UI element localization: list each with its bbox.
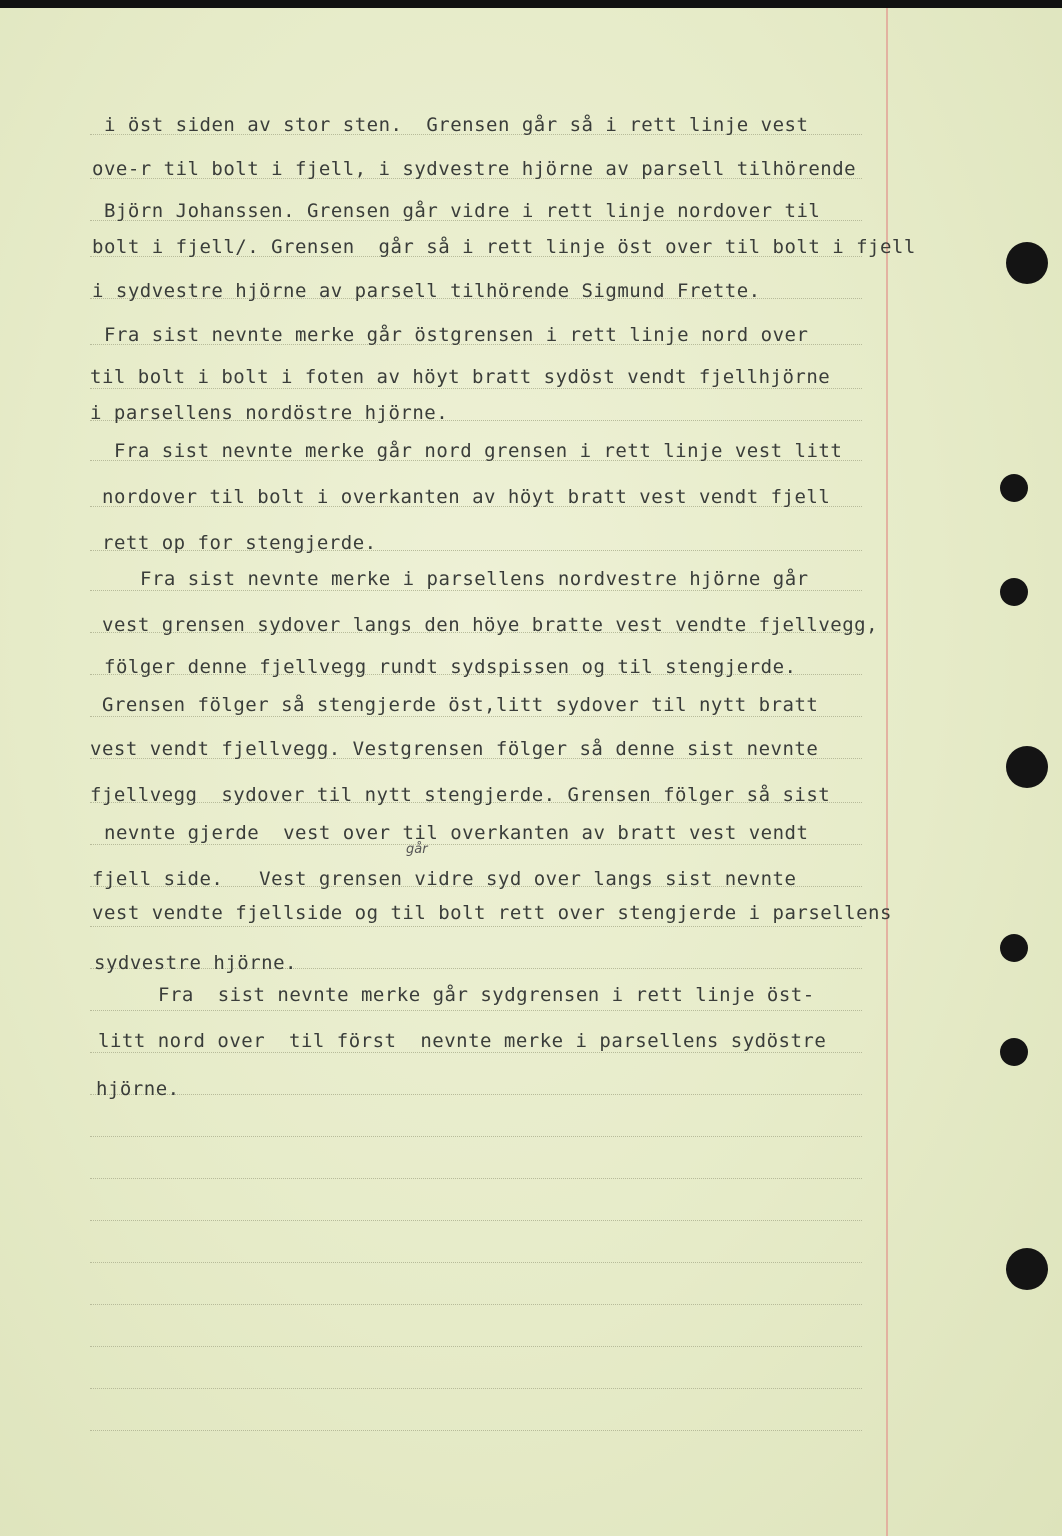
text-line: fjellvegg sydover til nytt stengjerde. Grensen fölger så sist — [90, 784, 831, 806]
text-line: fjell side. Vest grensen vidre syd over langs sist nevnte — [92, 868, 797, 890]
ruled-line — [90, 926, 862, 927]
text-line: vest vendt fjellvegg. Vestgrensen fölger så denne sist nevnte — [90, 738, 819, 760]
text-line: Fra sist nevnte merke i parsellens nordvestre hjörne går — [140, 568, 809, 590]
text-line: Björn Johanssen. Grensen går vidre i rett linje nordover til — [104, 200, 821, 222]
ruled-line — [90, 388, 862, 389]
text-line: rett op for stengjerde. — [102, 532, 377, 554]
text-line: Fra sist nevnte merke går sydgrensen i rett linje öst- — [158, 984, 815, 1006]
ruled-line — [90, 1052, 862, 1053]
text-line: vest vendte fjellside og til bolt rett over stengjerde i parsellens — [92, 902, 892, 924]
ruled-line — [90, 844, 862, 845]
text-line: nevnte gjerde vest over til overkanten av bratt vest vendt — [104, 822, 809, 844]
text-line: til bolt i bolt i foten av höyt bratt sydöst vendt fjellhjörne — [90, 366, 831, 388]
text-line: hjörne. — [96, 1078, 180, 1100]
ruled-line — [90, 1010, 862, 1011]
text-line: litt nord over til först nevnte merke i parsellens sydöstre — [98, 1030, 827, 1052]
text-line: i sydvestre hjörne av parsell tilhörende Sigmund Frette. — [92, 280, 761, 302]
ruled-line — [90, 1136, 862, 1137]
text-line: ove-r til bolt i fjell, i sydvestre hjörne av parsell tilhörende — [92, 158, 857, 180]
handwritten-insertion: går — [406, 842, 428, 857]
text-line: i parsellens nordöstre hjörne. — [90, 402, 449, 424]
ruled-line — [90, 716, 862, 717]
binder-hole — [1000, 1038, 1028, 1066]
text-line: sydvestre hjörne. — [94, 952, 297, 974]
text-line: Fra sist nevnte merke går nord grensen i rett linje vest litt — [114, 440, 843, 462]
binder-hole — [1006, 746, 1048, 788]
text-line: nordover til bolt i overkanten av höyt bratt vest vendt fjell — [102, 486, 831, 508]
ruled-line — [90, 1430, 862, 1431]
ruled-line — [90, 1388, 862, 1389]
ruled-line — [90, 1094, 862, 1095]
ruled-line — [90, 1220, 862, 1221]
ruled-line — [90, 590, 862, 591]
text-line: Fra sist nevnte merke går östgrensen i rett linje nord over — [104, 324, 809, 346]
binder-hole — [1000, 474, 1028, 502]
text-line: i öst siden av stor sten. Grensen går så i rett linje vest — [104, 114, 809, 136]
binder-hole — [1000, 934, 1028, 962]
ruled-line — [90, 1346, 862, 1347]
scan-top-border — [0, 0, 1062, 8]
ruled-line — [90, 1304, 862, 1305]
text-line: fölger denne fjellvegg rundt sydspissen og til stengjerde. — [104, 656, 797, 678]
binder-hole — [1000, 578, 1028, 606]
document-page — [0, 8, 1062, 1536]
text-line: Grensen fölger så stengjerde öst,litt sydover til nytt bratt — [102, 694, 819, 716]
binder-hole — [1006, 1248, 1048, 1290]
binder-hole — [1006, 242, 1048, 284]
ruled-line — [90, 1178, 862, 1179]
text-line: bolt i fjell/. Grensen går så i rett linje öst over til bolt i fjell — [92, 236, 916, 258]
text-line: vest grensen sydover langs den höye bratte vest vendte fjellvegg, — [102, 614, 879, 636]
ruled-line — [90, 1262, 862, 1263]
